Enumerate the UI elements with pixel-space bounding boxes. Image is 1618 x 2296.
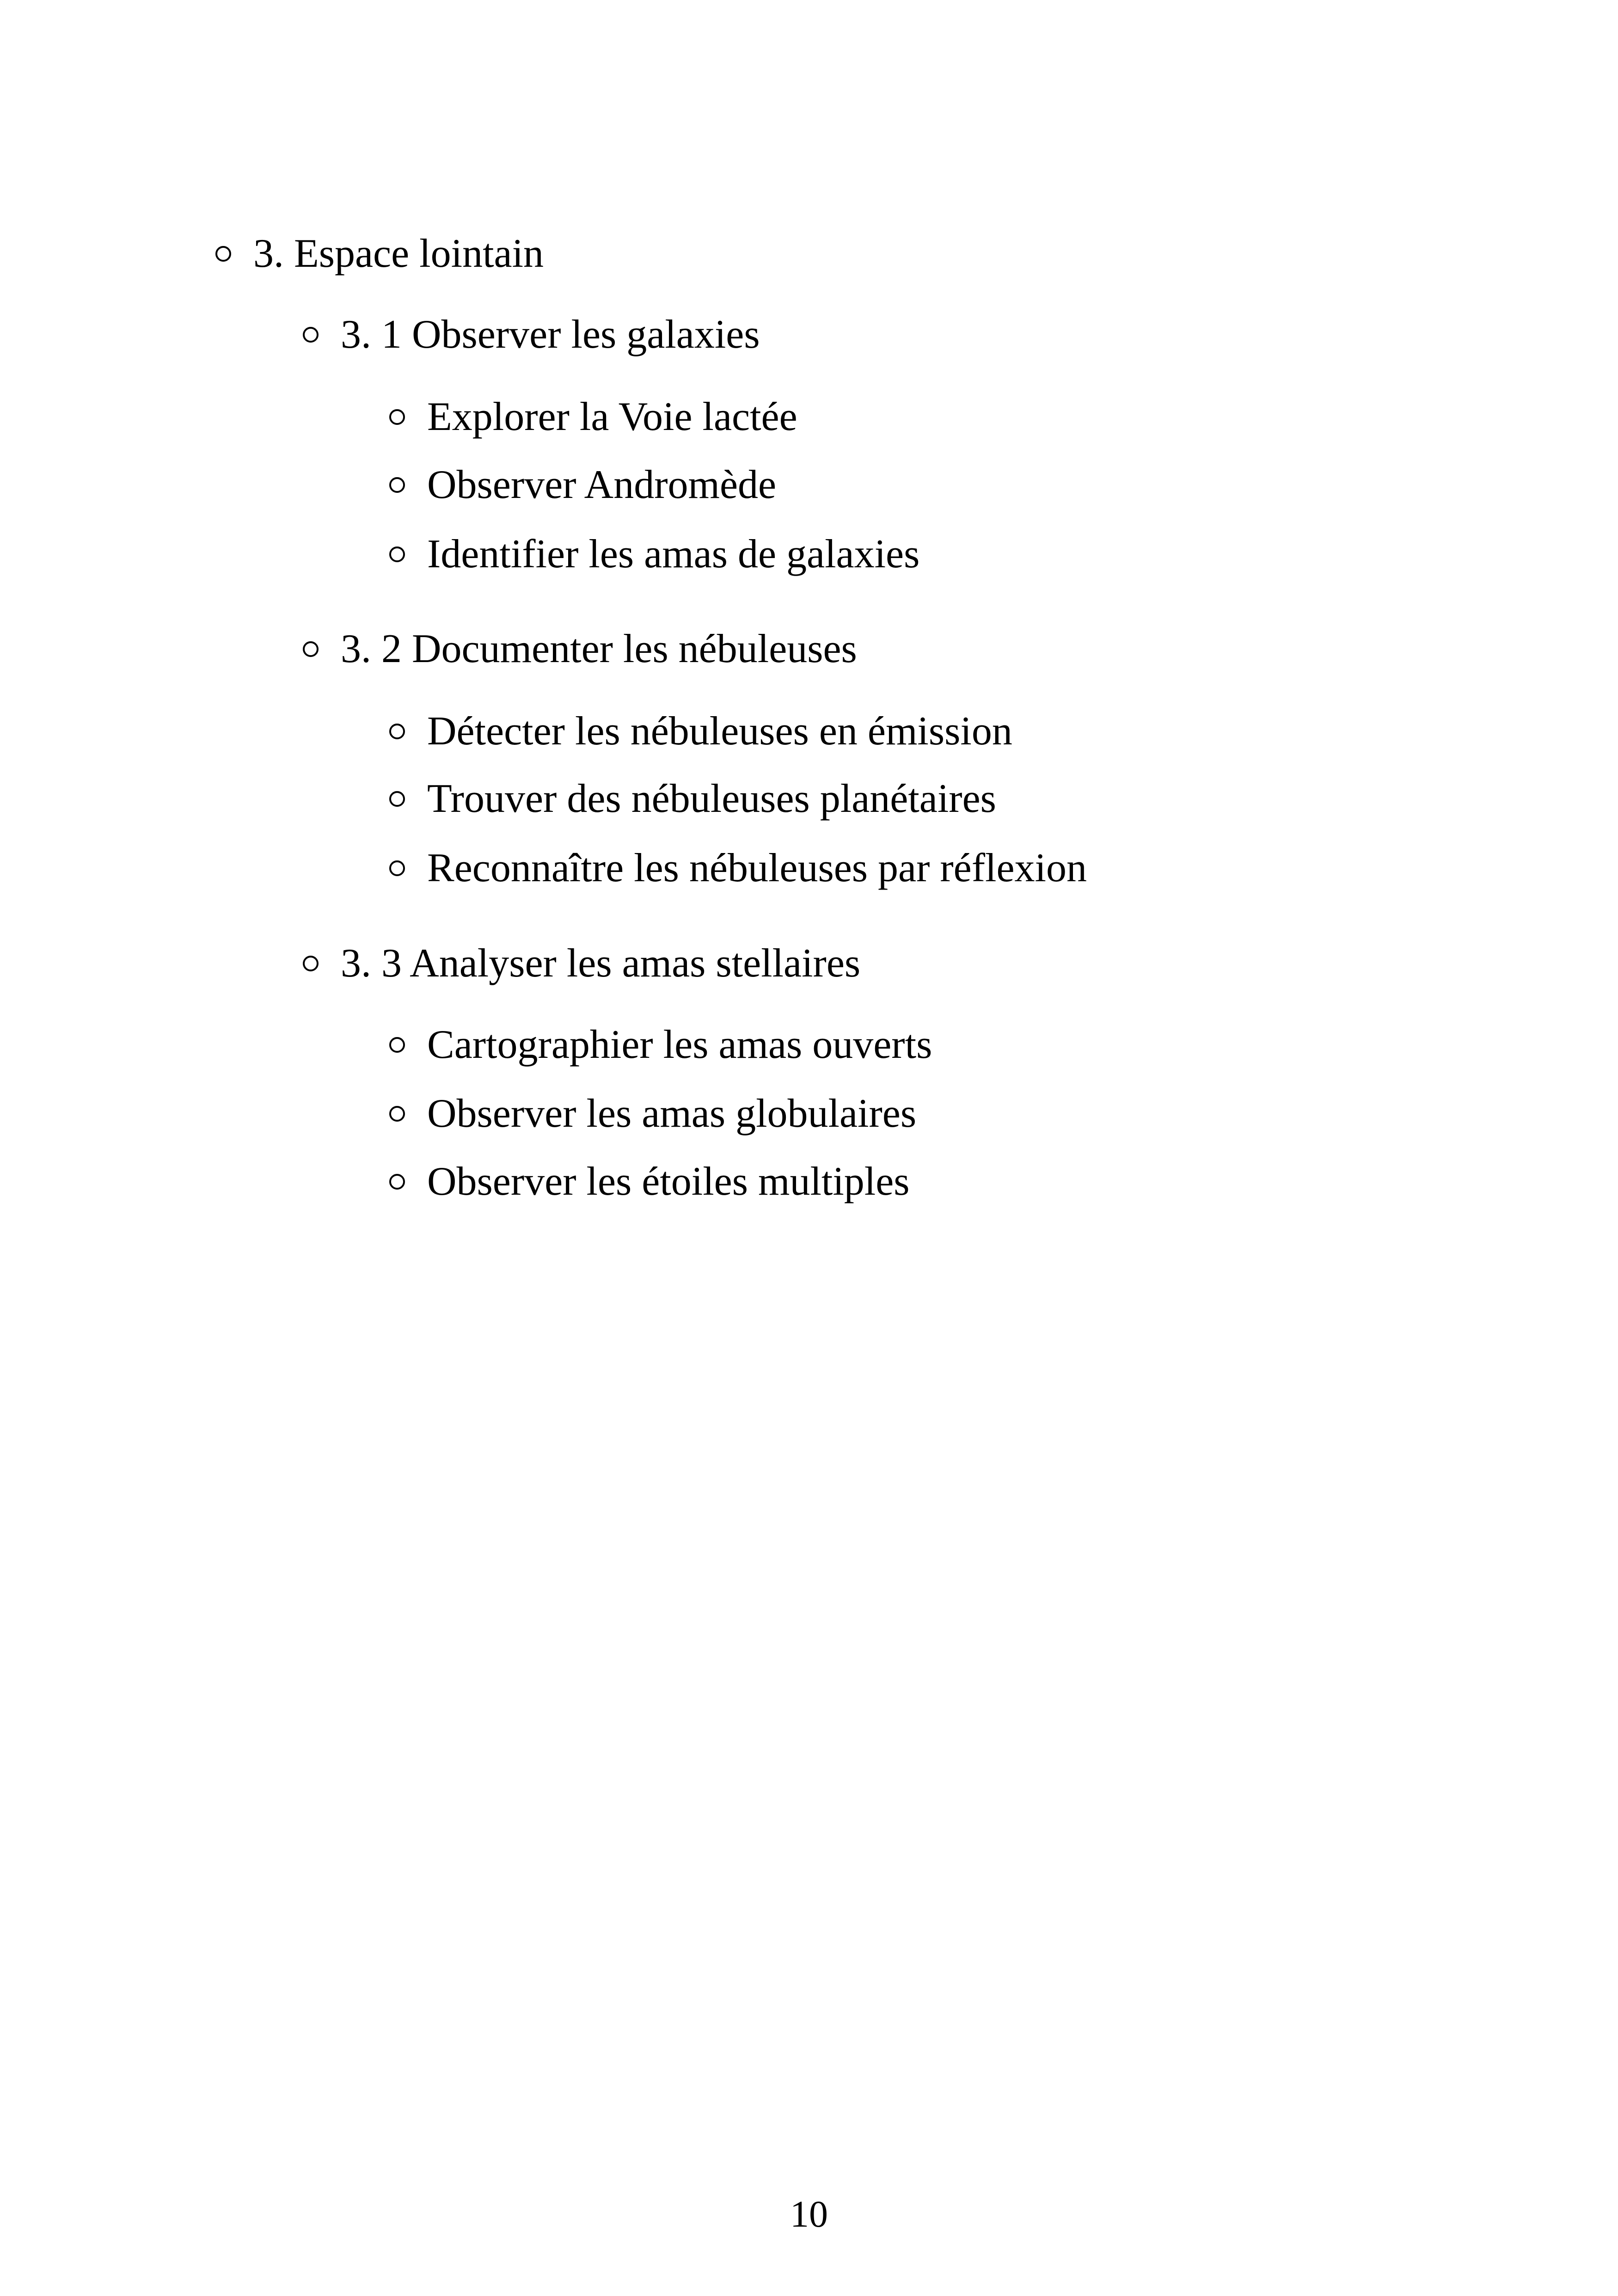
subsection-label: 3. 3 Analyser les amas stellaires [341,941,861,986]
item-label: Observer Andromède [427,462,777,507]
outline-item [389,462,777,507]
outline-item [389,1093,916,1134]
bullet-icon [389,546,405,562]
subsection-label: 3. 1 Observer les galaxies [341,312,760,357]
item-label: Cartographier les amas ouverts [427,1022,932,1067]
outline-subsection [303,943,860,984]
bullet-icon [389,1037,405,1053]
subsection-label: 3. 2 Documenter les nébuleuses [341,626,857,671]
bullet-icon [389,724,405,739]
outline-item [389,534,919,575]
outline-item [389,848,1087,889]
item-label: Observer les étoiles multiples [427,1159,910,1204]
item-label: Trouver des nébuleuses planétaires [427,776,996,821]
outline-subsection [303,626,857,671]
item-label: Détecter les nébuleuses en émission [427,709,1012,754]
bullet-icon [389,409,405,425]
outline-item [389,394,797,439]
outline-item [389,711,1012,752]
item-label: Explorer la Voie lactée [427,394,797,439]
bullet-icon [303,956,319,971]
item-label: Identifier les amas de galaxies [427,532,920,577]
item-label: Reconnaître les nébuleuses par réflexion [427,846,1087,890]
bullet-icon [389,1174,405,1190]
bullet-icon [303,327,319,343]
bullet-icon [389,791,405,807]
outline-item [389,1022,932,1067]
bullet-icon [215,246,231,262]
bullet-icon [389,860,405,876]
bullet-icon [389,477,405,493]
item-label: Observer les amas globulaires [427,1091,917,1136]
outline-subsection [303,314,760,355]
bullet-icon [389,1106,405,1122]
section-label: 3. Espace lointain [253,231,544,276]
bullet-icon [303,641,319,657]
outline-item [389,1161,910,1202]
page-number: 10 [790,2193,828,2235]
outline-section [215,233,544,274]
outline-item [389,776,996,821]
